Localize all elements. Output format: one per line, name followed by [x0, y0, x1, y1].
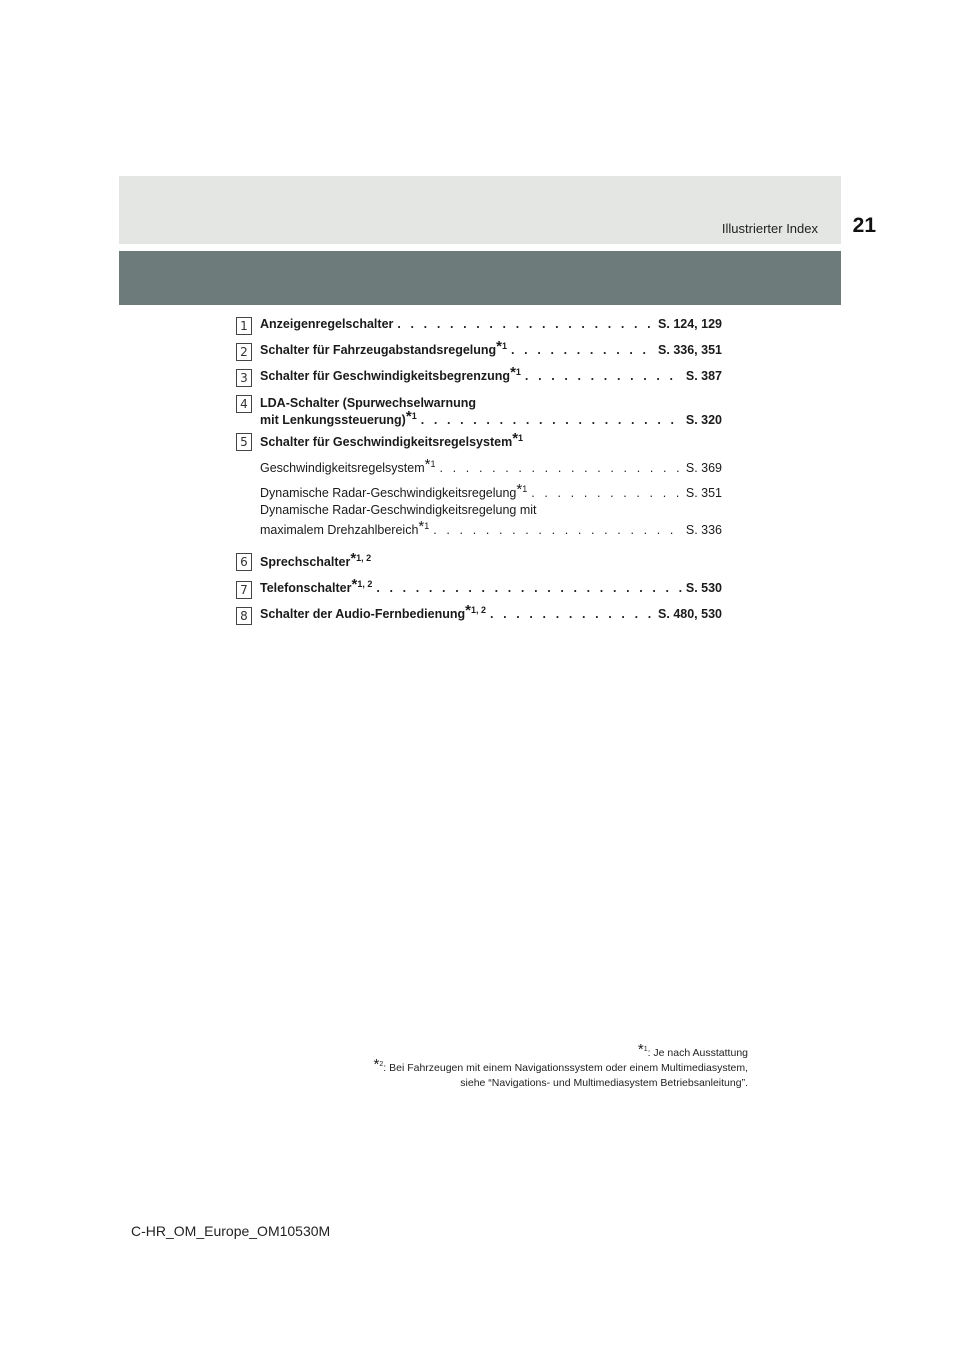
sub-entry — [260, 518, 722, 539]
sub-entry — [260, 481, 722, 502]
entry-number-badge: 3 — [236, 369, 252, 387]
sub-entry-label: Geschwindigkeitsregelsystem*$^1$ — [260, 456, 436, 475]
leader-dots — [376, 580, 682, 597]
footnote-star: * — [350, 550, 357, 567]
entry-label: Schalter für Geschwindigkeitsregelsystem*$^1$ — [260, 430, 524, 449]
entry-number-badge: 5 — [236, 433, 252, 451]
index-entry-5 — [236, 432, 722, 552]
footnote-star: * — [516, 481, 523, 498]
section-banner — [119, 251, 841, 305]
page-reference[interactable]: S. 530 — [685, 581, 722, 595]
document-id: C-HR_OM_Europe_OM10530M — [131, 1223, 331, 1239]
footnote-star: * — [510, 364, 516, 381]
index-entry-8 — [236, 602, 722, 632]
entry-number-badge: 8 — [236, 607, 252, 625]
leader-dots — [421, 412, 682, 429]
page-reference[interactable]: S. 387 — [685, 369, 722, 383]
index-list — [236, 316, 722, 632]
sub-entry-label: Dynamische Radar-Geschwindigkeitsregelung*$^1$ — [260, 481, 528, 500]
entry-number-badge: 2 — [236, 343, 252, 361]
index-entry-6 — [236, 552, 722, 580]
page-reference[interactable]: S. 369 — [685, 461, 722, 475]
sub-entry — [260, 456, 722, 477]
entry-number-badge: 7 — [236, 581, 252, 599]
leader-dots — [397, 316, 654, 333]
footnote-mark: 1, 2 — [356, 553, 372, 563]
index-entry-1 — [236, 316, 722, 342]
footnote-mark: 1 — [430, 459, 436, 469]
entry-number-badge: 4 — [236, 395, 252, 413]
footnote-mark: 1 — [411, 411, 417, 421]
entry-label: Sprechschalter*$^{1, 2}$ — [260, 550, 372, 569]
leader-dots — [490, 606, 654, 623]
sub-entry-label: maximalem Drehzahlbereich*$^1$ — [260, 518, 430, 537]
footnote-2-continuation: siehe “Navigations- und Multimediasystem Betriebsanleitung”. — [460, 1077, 748, 1089]
entry-label: Schalter für Fahrzeugabstandsregelung*$^1$ — [260, 338, 508, 357]
page-reference[interactable]: S. 480, 530 — [658, 607, 722, 621]
entry-number-badge: 6 — [236, 553, 252, 571]
entry-label: Schalter der Audio-Fernbedienung*$^{1, 2}$ — [260, 602, 486, 621]
entry-label: mit Lenkungssteuerung)*$^1$ — [260, 408, 417, 427]
footnote-star: * — [512, 430, 519, 447]
page-number: 21 — [852, 214, 876, 237]
footnote-star: * — [465, 602, 471, 619]
footnote-mark: 1 — [502, 341, 508, 351]
page-reference[interactable]: S. 124, 129 — [658, 317, 722, 331]
leader-dots — [433, 522, 682, 539]
index-entry-2 — [236, 338, 722, 368]
footnote-star: * — [496, 338, 503, 355]
footnote-mark: 1 — [424, 521, 430, 531]
sub-entry-line1 — [260, 502, 722, 519]
footnote-mark: 1 — [518, 433, 524, 443]
entry-number-badge: 1 — [236, 317, 252, 335]
entry-label: Anzeigenregelschalter — [260, 317, 394, 331]
footnote-1: *$^1$: Je nach Ausstattung — [637, 1041, 748, 1059]
leader-dots — [511, 342, 654, 359]
footnote-mark: 1 — [522, 484, 528, 494]
index-entry-3 — [236, 364, 722, 394]
entry-label: Schalter für Geschwindigkeitsbegrenzung*$^1$ — [260, 364, 521, 383]
page-reference[interactable]: S. 351 — [685, 486, 722, 500]
footnote-star: * — [405, 408, 412, 425]
index-entry-7 — [236, 576, 722, 606]
footnote-mark: 1, 2 — [357, 579, 373, 589]
entry-label-line1: LDA-Schalter (Spurwechselwarnung — [260, 396, 477, 410]
page-reference[interactable]: S. 336 — [685, 523, 722, 537]
footnote-mark: 1, 2 — [470, 605, 486, 615]
entry-label: Telefonschalter*$^{1, 2}$ — [260, 576, 373, 595]
footnote-star: * — [424, 456, 431, 473]
page-reference[interactable]: S. 336, 351 — [658, 343, 722, 357]
sub-entry-label-line1: Dynamische Radar-Geschwindigkeitsregelung mit — [260, 503, 537, 517]
index-entry-4 — [236, 394, 722, 432]
leader-dots — [440, 460, 682, 477]
footnote-2: *$^2$: Bei Fahrzeugen mit einem Navigationssystem oder einem Multimediasystem, — [373, 1056, 748, 1074]
footnote-mark: 1 — [515, 367, 521, 377]
footnote-star: * — [418, 518, 425, 535]
leader-dots — [531, 485, 682, 502]
page-reference[interactable]: S. 320 — [685, 413, 722, 427]
leader-dots — [525, 368, 682, 385]
footnotes — [373, 1041, 748, 1091]
section-title: Illustrierter Index — [721, 221, 818, 236]
footnote-star: * — [351, 576, 358, 593]
